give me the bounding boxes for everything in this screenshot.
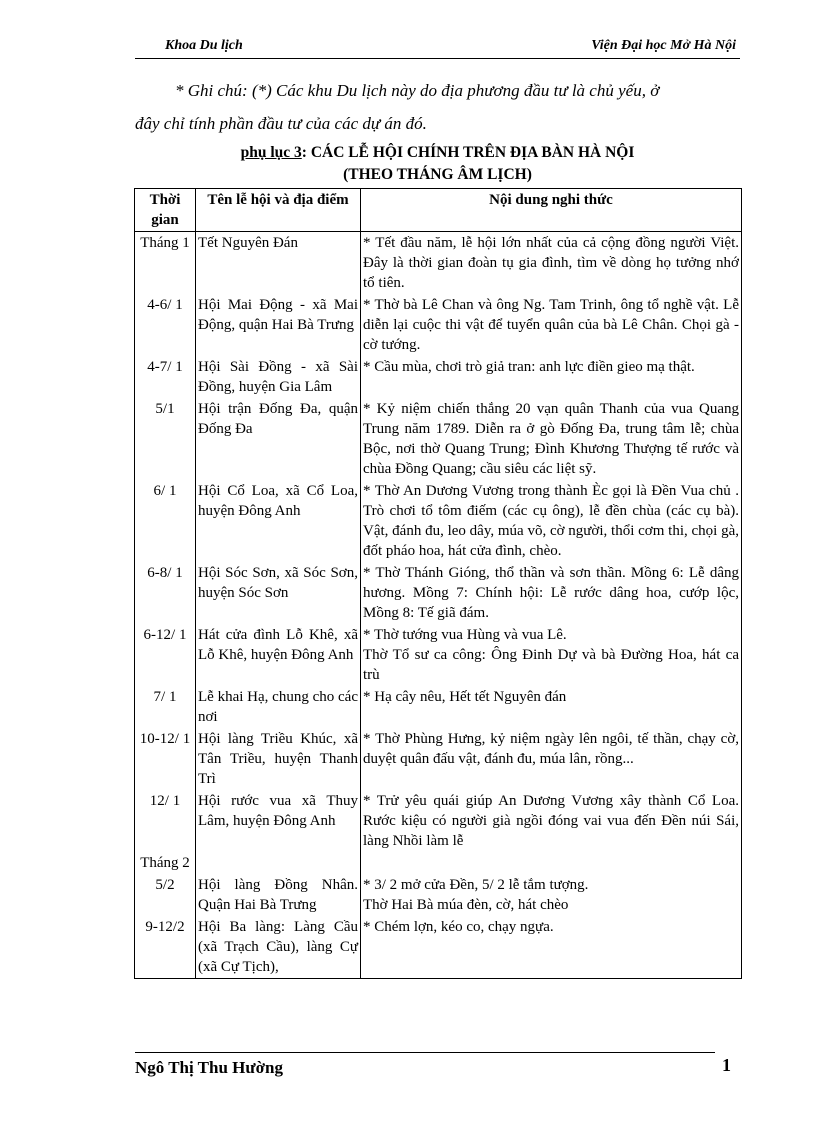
page-header bbox=[135, 36, 740, 59]
appendix-title bbox=[135, 142, 740, 186]
cell-time: 6-12/ 1 bbox=[135, 624, 196, 686]
cell-festival-name: Hội Ba làng: Làng Cầu (xã Trạch Cầu), làng Cự (xã Cự Tịch), bbox=[196, 916, 361, 979]
cell-festival-name: Hội rước vua xã Thuy Lâm, huyện Đông Anh bbox=[196, 790, 361, 852]
cell-ritual-content: * Thờ An Dương Vương trong thành Èc gọi là Đền Vua chủ . Trò chơi tổ tôm điếm (các cụ ông), lễ đền chùa (các cụ bà). Vật, đánh đu, leo dây, múa võ, cờ người, thổi cơm thi, chọi gà, đốt pháo hoa, hát cửa đình, chèo. bbox=[361, 480, 742, 562]
table-row bbox=[135, 790, 742, 852]
cell-ritual-content: * Thờ Thánh Gióng, thổ thần và sơn thần. Mồng 6: Lễ dâng hương. Mồng 7: Chính hội: Lễ rước dâng hoa, cướp lộc, Mồng 8: Tế giã đám. bbox=[361, 562, 742, 624]
table-row bbox=[135, 480, 742, 562]
cell-time: 7/ 1 bbox=[135, 686, 196, 728]
cell-ritual-content: * Thờ Phùng Hưng, kỷ niệm ngày lên ngôi, tế thần, chạy cờ, duyệt quân đấu vật, đánh đu, múa lân, rồng... bbox=[361, 728, 742, 790]
cell-ritual-content: * Hạ cây nêu, Hết tết Nguyên đán bbox=[361, 686, 742, 728]
footer-divider bbox=[135, 1052, 715, 1053]
col-header-content: Nội dung nghi thức bbox=[361, 189, 742, 232]
note-paragraph bbox=[135, 74, 740, 140]
cell-festival-name: Hội Sài Đồng - xã Sài Đồng, huyện Gia Lâm bbox=[196, 356, 361, 398]
cell-ritual-content: * Thờ tướng vua Hùng và vua Lê. Thờ Tổ sư ca công: Ông Đinh Dự và bà Đường Hoa, hát ca trù bbox=[361, 624, 742, 686]
cell-time: 5/2 bbox=[135, 874, 196, 916]
header-institute: Viện Đại học Mở Hà Nội bbox=[591, 38, 736, 53]
cell-ritual-content: * Trử yêu quái giúp An Dương Vương xây thành Cổ Loa. Rước kiệu có người già ngồi đóng vai vua đến Đền núi Sái, làng Nhồi làm lễ bbox=[361, 790, 742, 852]
table-row bbox=[135, 686, 742, 728]
festival-table bbox=[134, 188, 742, 979]
cell-festival-name: Hội làng Triều Khúc, xã Tân Triều, huyện Thanh Trì bbox=[196, 728, 361, 790]
note-line-1: * Ghi chú: (*) Các khu Du lịch này do địa phương đầu tư là chủ yếu, ở bbox=[175, 81, 660, 100]
cell-time: 4-7/ 1 bbox=[135, 356, 196, 398]
cell-ritual-content: * Cầu mùa, chơi trò giả tran: anh lực điền gieo mạ thật. bbox=[361, 356, 742, 398]
appendix-subtitle: (THEO THÁNG ÂM LỊCH) bbox=[343, 166, 532, 183]
table-row bbox=[135, 232, 742, 295]
cell-ritual-content: * Chém lợn, kéo co, chạy ngựa. bbox=[361, 916, 742, 979]
cell-festival-name: Hội trận Đống Đa, quận Đống Đa bbox=[196, 398, 361, 480]
table-row bbox=[135, 356, 742, 398]
cell-ritual-content: * Tết đầu năm, lễ hội lớn nhất của cả cộng đồng người Việt. Đây là thời gian đoàn tụ gia đình, tìm về dòng họ tưởng nhớ tổ tiên. bbox=[361, 232, 742, 295]
appendix-title-line bbox=[135, 142, 740, 164]
cell-time: 4-6/ 1 bbox=[135, 294, 196, 356]
cell-time: 6-8/ 1 bbox=[135, 562, 196, 624]
cell-time: 5/1 bbox=[135, 398, 196, 480]
cell-ritual-content: * Thờ bà Lê Chan và ông Ng. Tam Trinh, ông tổ nghề vật. Lễ diễn lại cuộc thi vật để tuyển quân của bà Lê Chân. Chọi gà - cờ tướng. bbox=[361, 294, 742, 356]
cell-time: Tháng 2 bbox=[135, 852, 196, 874]
cell-festival-name: Hội Cổ Loa, xã Cổ Loa, huyện Đông Anh bbox=[196, 480, 361, 562]
footer-author: Ngô Thị Thu Hường bbox=[135, 1058, 283, 1077]
cell-time: 12/ 1 bbox=[135, 790, 196, 852]
cell-time: 10-12/ 1 bbox=[135, 728, 196, 790]
table-header-row bbox=[135, 189, 742, 232]
appendix-main-title: CÁC LỄ HỘI CHÍNH TRÊN ĐỊA BÀN HÀ NỘI bbox=[310, 144, 635, 161]
header-faculty: Khoa Du lịch bbox=[165, 38, 243, 53]
table-row bbox=[135, 874, 742, 916]
cell-time: 9-12/2 bbox=[135, 916, 196, 979]
cell-time: Tháng 1 bbox=[135, 232, 196, 295]
note-line-2: đây chỉ tính phần đầu tư của các dự án đó. bbox=[135, 114, 427, 133]
table-row bbox=[135, 398, 742, 480]
cell-festival-name: Lễ khai Hạ, chung cho các nơi bbox=[196, 686, 361, 728]
appendix-label: phụ lục 3 bbox=[240, 144, 302, 161]
table-row bbox=[135, 562, 742, 624]
cell-festival-name: Tết Nguyên Đán bbox=[196, 232, 361, 295]
table-row bbox=[135, 852, 742, 874]
table-row bbox=[135, 294, 742, 356]
cell-ritual-content bbox=[361, 852, 742, 874]
table-row bbox=[135, 916, 742, 979]
cell-festival-name: Hội Mai Động - xã Mai Động, quận Hai Bà Trưng bbox=[196, 294, 361, 356]
page-number: 1 bbox=[722, 1055, 731, 1075]
cell-ritual-content: * Kỷ niệm chiến thắng 20 vạn quân Thanh của vua Quang Trung năm 1789. Diễn ra ở gò Đống Đa, trung tâm lễ; chùa Bộc, nơi thờ Quang Trung; Đình Khương Thượng tế rước và chùa Đồng Quang; cầu siêu các liệt sỹ. bbox=[361, 398, 742, 480]
cell-festival-name: Hát cửa đình Lỗ Khê, xã Lỗ Khê, huyện Đông Anh bbox=[196, 624, 361, 686]
appendix-separator: : bbox=[301, 144, 311, 161]
cell-time: 6/ 1 bbox=[135, 480, 196, 562]
cell-ritual-content: * 3/ 2 mở cửa Đền, 5/ 2 lễ tắm tượng. Thờ Hai Bà múa đèn, cờ, hát chèo bbox=[361, 874, 742, 916]
table-row bbox=[135, 624, 742, 686]
cell-festival-name bbox=[196, 852, 361, 874]
cell-festival-name: Hội Sóc Sơn, xã Sóc Sơn, huyện Sóc Sơn bbox=[196, 562, 361, 624]
col-header-time: Thời gian bbox=[135, 189, 196, 232]
table-row bbox=[135, 728, 742, 790]
col-header-name: Tên lễ hội và địa điểm bbox=[196, 189, 361, 232]
cell-festival-name: Hội làng Đồng Nhân. Quận Hai Bà Trưng bbox=[196, 874, 361, 916]
